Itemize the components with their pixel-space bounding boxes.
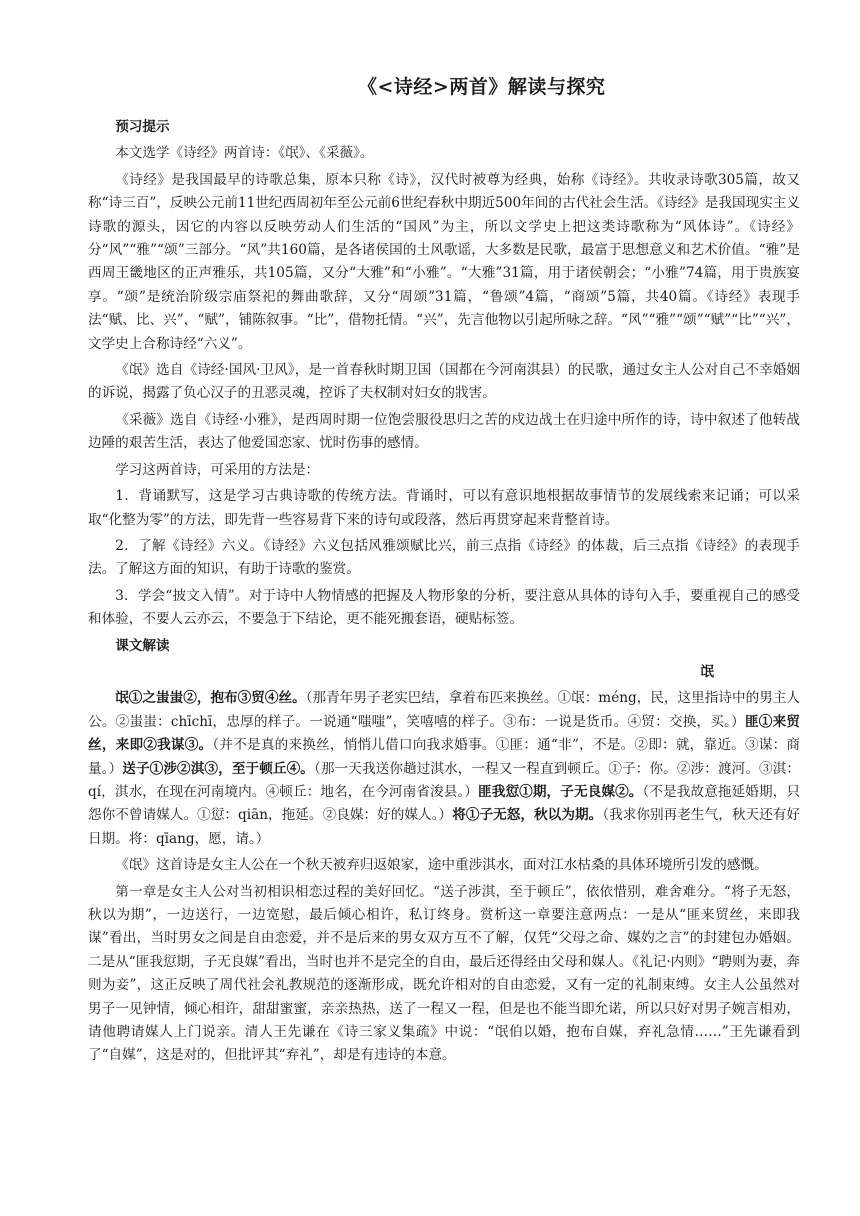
method-3-paragraph: 3．学会“披文入情”。对于诗中人物情感的把握及人物形象的分析，要注意从具体的诗句入手，要重视自己的感受和体验，不要人云亦云，不要急于下结论，更不能死搬套语，硬贴标签。 bbox=[88, 587, 800, 628]
stanza-note-3: （那一天我送你趟过淇水，一程又一程直到顿丘。①子：你。②涉：渡河。③淇：qí，淇水，在现在河南境内。④顿丘：地名，在今河南省浚县。） bbox=[88, 760, 801, 800]
stanza-note-4: （不是我故意拖延婚期，只怨你不曾请媒人。①愆：qiān，拖延。②良媒：好的媒人。） bbox=[88, 783, 801, 824]
stanza-note-5: （我求你别再老生气，秋天还有好日期。将：qīang，愿，请。） bbox=[88, 807, 801, 847]
stanza-line-5: 将①子无怒，秋以为期。 bbox=[452, 807, 603, 824]
section-heading-preview: 预习提示 bbox=[115, 119, 170, 135]
caiwei-intro-paragraph: 《采薇》选自《诗经·小雅》，是西周时期一位饱尝服役思归之苦的戍边战士在归途中所作的诗，诗中叙述了他转战边陲的艰苦生活，表达了他爱国恋家、忧时伤事的感情。 bbox=[88, 411, 800, 452]
page-title: 《<诗经>两首》解读与探究 bbox=[358, 76, 606, 98]
stanza-note-1: （那青年男子老实巴结，拿着布匹来换丝。①氓：méng，民，这里指诗中的男主人公。②蚩蚩：chīchī，忠厚的样子。一说通“嗤嗤”，笑嘻嘻的样子。③布：一说是货币。④贸：交换，买。） bbox=[88, 690, 801, 730]
stanza-line-3: 送子①涉②淇③，至于顿丘④。 bbox=[122, 760, 314, 777]
stanza-line-2: 匪①来贸丝，来即②我谋③。 bbox=[88, 713, 801, 754]
method-2-paragraph: 2．了解《诗经》六义。《诗经》六义包括风雅颂赋比兴，前三点指《诗经》的体裁，后三点指《诗经》的表现手法。了解这方面的知识，有助于诗歌的鉴赏。 bbox=[88, 537, 800, 578]
meng-intro-paragraph: 《氓》选自《诗经·国风·卫风》，是一首春秋时期卫国（国都在今河南淇县）的民歌，通过女主人公对自己不幸婚姻的诉说，揭露了负心汉子的丑恶灵魂，控诉了夫权制对妇女的戕害。 bbox=[88, 362, 800, 402]
method-1-paragraph: 1．背诵默写，这是学习古典诗歌的传统方法。背诵时，可以有意识地根据故事情节的发展线索来记诵；可以采取“化整为零”的方法，即先背一些容易背下来的诗句或段落，然后再贯穿起来背整首诗。 bbox=[88, 488, 800, 528]
document-body bbox=[88, 116, 800, 1068]
section-heading-reading: 课文解读 bbox=[115, 637, 170, 654]
stanza-line-1: 氓①之蚩蚩②，抱布③贸④丝。 bbox=[115, 690, 306, 707]
chapter-1-analysis-paragraph: 第一章是女主人公对当初相识相恋过程的美好回忆。“送子涉淇，至于顿丘”，依依惜别，难舍难分。“将子无怒，秋以为期”，一边送行，一边宽慰，最后倾心相许，私订终身。赏析这一章要注意两点：一是从“匪来贸丝，来即我谋”看出，当时男女之间是自由恋爱，并不是后来的男女双方互不了解，仅凭“父母之命、媒妁之言”的封建包办婚姻。二是从“匪我愆期，子无良媒”看出，当时也并不是完全的自由，最后还得经由父母和媒人。《礼记·内则》“聘则为妻，奔则为妾”，这正反映了周代社会礼教规范的逐渐形成，既允许相对的自由恋爱，又有一定的礼制束缚。女主人公虽然对男子一见钟情，倾心相许，甜甜蜜蜜，亲亲热热，送了一程又一程，但是也不能当即允诺，所以只好对男子婉言相劝，请他聘请媒人上门说亲。清人王先谦在《诗三家义集疏》中说：“氓伯以婚，抱布自媒，弃礼急情……”王先谦看到了“自媒”，这是对的，但批评其“弃礼”，却是有违诗的本意。 bbox=[88, 883, 800, 1064]
methods-intro-paragraph: 学习这两首诗，可采用的方法是： bbox=[115, 461, 320, 478]
annotated-stanza-paragraph bbox=[88, 687, 800, 851]
background-paragraph: 《氓》这首诗是女主人公在一个秋天被弃归返娘家，途中重涉淇水，面对江水枯桑的具体环境所引发的感慨。 bbox=[115, 857, 768, 874]
stanza-note-2: （并不是真的来换丝，悄悄儿借口向我求婚事。①匪：通“非”，不是。②即：就，靠近。③谋：商量。） bbox=[88, 737, 800, 777]
shijing-paragraph: 《诗经》是我国最早的诗歌总集，原本只称《诗》，汉代时被尊为经典，始称《诗经》。共收录诗歌305篇，故又称“诗三百”，反映公元前11世纪西周初年至公元前6世纪春秋中期近500年间的古代社会生活。《诗经》是我国现实主义诗歌的源头，因它的内容以反映劳动人们生活的“国风”为主，所以文学史上把这类诗歌称为“风体诗”。《诗经》分“风”“雅”“颂”三部分。“风”共160篇，是各诸侯国的土风歌谣，大多数是民歌，最富于思想意义和艺术价值。“雅”是西周王畿地区的正声雅乐，共105篇，又分“大雅”和“小雅”。“大雅”31篇，用于诸侯朝会；“小雅”74篇，用于贵族宴享。“颂”是统治阶级宗庙祭祀的舞曲歌辞，又分“周颂”31篇，“鲁颂”4篇，“商颂”5篇，共40篇。《诗经》表现手法“赋、比、兴”，“赋”，铺陈叙事。“比”，借物托情。“兴”，先言他物以引起所咏之辞。“风”“雅”“颂”“赋”“比”“兴”，文学史上合称诗经“六义”。 bbox=[88, 171, 800, 352]
stanza-line-4: 匪我愆①期，子无良媒②。 bbox=[478, 783, 643, 800]
poem-title: 氓 bbox=[700, 663, 714, 680]
intro-paragraph: 本文选学《诗经》两首诗：《氓》、《采薇》。 bbox=[115, 145, 374, 162]
